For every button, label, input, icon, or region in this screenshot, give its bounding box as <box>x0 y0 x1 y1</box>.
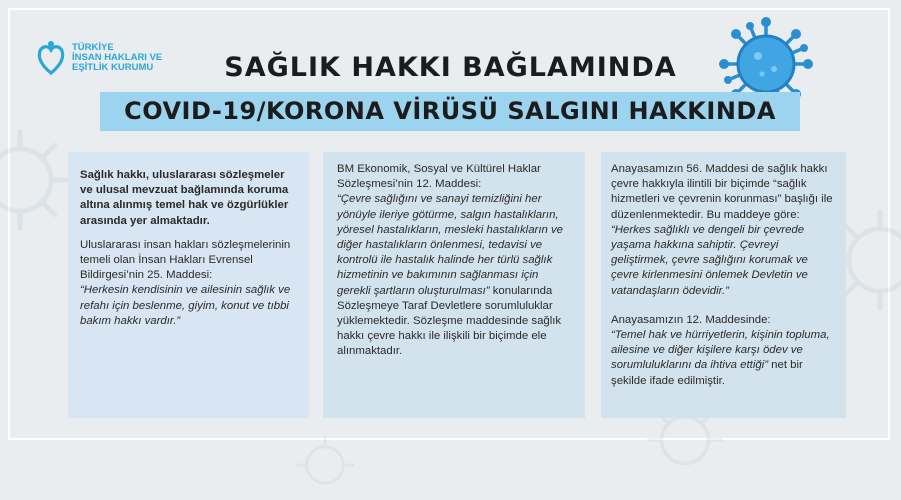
page-subtitle: COVID-19/KORONA VİRÜSÜ SALGINI HAKKINDA <box>124 97 776 125</box>
panel-2-paragraph: BM Ekonomik, Sosyal ve Kültürel Haklar Sözleşmesi’nin 12. Maddesi: <box>337 163 541 191</box>
panel-2-body <box>337 192 571 359</box>
panel-1-intro: Sağlık hakkı, uluslararası sözleşmeler ve ulusal mevzuat bağlamında koruma altına alınmış temel hak ve özgürlükler arasında yer almaktadır. <box>80 169 289 227</box>
panel-2-quote: “Çevre sağlığını ve sanayi temizliğini her yönüyle ileriye götürme, salgın hastalıkların, yöresel hastalıkların, mesleki hastalıkların ve diğer hastalıkların önlenmesi, tedavisi ve kontrolü ile hastalık halinde her türlü sağlık hizmetinin ve bakımının sağlanması için gerekli şartların oluşturulması” <box>337 193 564 297</box>
panel-3-quote-1: “Herkes sağlıklı ve dengeli bir çevrede yaşama hakkına sahiptir. Çevreyi geliştirmek, çevre sağlığını korumak ve çevre kirlenmesini önlemek Devletin ve vatandaşların ödevidir.” <box>611 223 808 297</box>
info-panel-1 <box>68 152 309 418</box>
page-title: SAĞLIK HAKKI BAĞLAMINDA <box>224 52 677 83</box>
panel-3-paragraph-2: Anayasamızın 12. Maddesinde: <box>611 313 771 326</box>
info-panel-3 <box>601 152 846 418</box>
panel-1-paragraph: Uluslararası insan hakları sözleşmelerinin temeli olan İnsan Hakları Evrensel Bildirgesi’nin 25. Maddesi: <box>80 238 291 282</box>
panel-2-tail: konularında Sözleşmeye Taraf Devletlere sorumluluklar yüklemektedir. Sözleşme maddesinde sağlık hakkı çevre hakkı ile ilişkili bir biçimde ele alınmaktadır. <box>337 284 562 358</box>
panel-1-quote: “Herkesin kendisinin ve ailesinin sağlık ve refahı için beslenme, giyim, konut ve tıbbi bakım hakkı vardır.” <box>80 284 291 327</box>
info-panel-2 <box>323 152 585 418</box>
panel-3-quote-2: “Temel hak ve hürriyetlerin, kişinin topluma, ailesine ve diğer kişilere karşı ödev ve sorumluluklarını da ihtiva ettiği” <box>611 329 830 372</box>
logo-line-1: TÜRKİYE <box>72 42 114 53</box>
virus-icon <box>290 430 360 500</box>
panel-3-paragraph-1: Anayasamızın 56. Maddesi de sağlık hakkı çevre hakkıyla ilintili bir biçimde “sağlık hizmetleri ve çevrenin korunması” başlığı ile düzenlenmektedir. Bu maddeye göre: <box>611 163 833 221</box>
subtitle-band <box>100 92 800 131</box>
logo-line-2: İNSAN HAKLARI VE <box>72 52 163 63</box>
panel-3-body-2 <box>611 328 838 389</box>
panel-3-tail-2: net bir şekilde ifade edilmiştir. <box>611 359 803 387</box>
logo-line-3: EŞİTLİK KURUMU <box>72 62 154 73</box>
